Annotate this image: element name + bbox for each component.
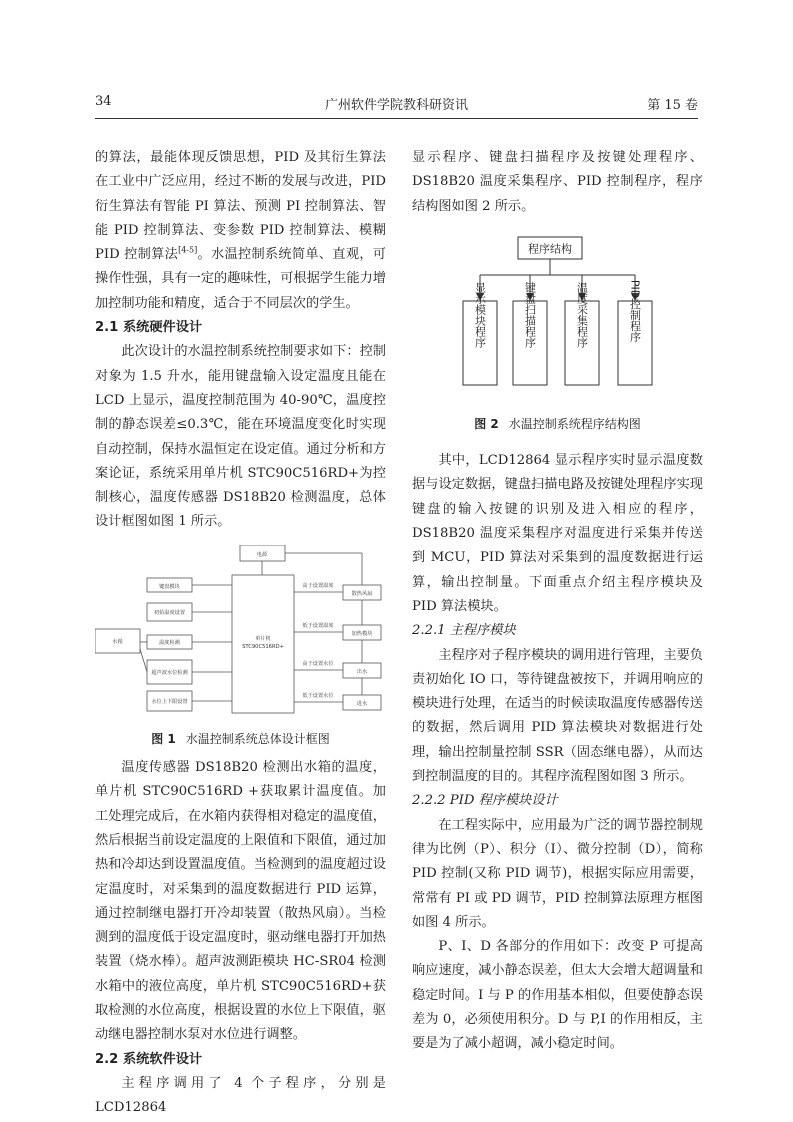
below-temp-label: 低于设置温度 <box>302 622 334 629</box>
paragraph: 主程序调用了 4 个子程序，分别是 LCD12864 <box>95 1075 386 1116</box>
tank-label: 水箱 <box>112 638 123 645</box>
figure-2-caption <box>412 415 703 433</box>
volume-label: 第 15 卷 <box>647 98 698 113</box>
journal-title: 广州软件学院教科研资讯 <box>324 98 468 113</box>
running-header <box>95 94 698 118</box>
keyboard-label: 键盘模块 <box>159 583 180 590</box>
below-level-label: 低于设置水位 <box>302 692 334 699</box>
init-label: 初始温度设置 <box>153 609 186 616</box>
temp-detect-label: 温度检测 <box>159 639 180 646</box>
mcu-model-label: STC90C516RD+ <box>242 643 284 650</box>
page-number: 34 <box>95 94 112 109</box>
figure-1 <box>95 545 386 748</box>
left-column <box>95 146 386 1121</box>
paragraph: 其中，LCD12864 显示程序实时显示温度数据与设定数据，键盘扫描电路及按键处理程序实现键盘的输入按键的识别及进入相应的程序，DS18B20 温度采集程序对温度进行采集并传送到 MCU，PID 算法对采集到的温度数据进行运算，输出控制量。下面重点介绍主程序模块及 PID 算法模块。 <box>412 453 703 614</box>
system-block-diagram <box>95 545 386 715</box>
figure-number: 图 1 <box>151 732 176 747</box>
display-module-label: 显示模块程序 <box>473 281 487 348</box>
citation-ref: [4-5] <box>178 245 198 255</box>
paragraph: 主程序对子程序模块的调用进行管理，主要负责初始化 IO 口，等待键盘被按下，并调用响应的模块进行处理，在适当的时候读取温度传感器传送的数据，然后调用 PID 算法模块对数据进行处理，输出控制量控制 SSR（固态继电器），从而达到控制温度的目的。其程序流程图如图 3 所示。 <box>412 647 703 785</box>
paragraph: P、I、D 各部分的作用如下：改变 P 可提高响应速度，减小静态误差，但太大会增大超调量和稳定时间。I 与 P 的作用基本相似，但要使静态误差为 0，必须使用积分。D 与 P,I 的作用相反，主要是为了减小超调，减小稳定时间。 <box>412 939 703 1052</box>
paragraph: 显示程序、键盘扫描程序及按键处理程序、DS18B20 温度采集程序、PID 控制程序，程序结构图如图 2 所示。 <box>412 150 703 214</box>
figure-number: 图 2 <box>474 417 499 432</box>
power-label: 电源 <box>256 551 268 558</box>
paragraph: 此次设计的水温控制系统控制要求如下：控制对象为 1.5 升水，能用键盘输入设定温度且能在 LCD 上显示，温度控制范围为 40-90℃，温度控制的静态误差≤0.3℃，能在环境温度变化时实现自动控制，保持水温恒定在设定值。通过分析和方案论证，系统采用单片机 STC90C516RD+为控制核心，温度传感器 DS18B20 检测温度，总体设计框图如图 1 所示。 <box>95 344 386 530</box>
root-label: 程序结构 <box>528 242 572 256</box>
program-structure-diagram <box>412 235 703 400</box>
keyboard-scan-label: 键盘扫描程序 <box>523 281 537 348</box>
paragraph: 温度传感器 DS18B20 检测出水箱的温度，单片机 STC90C516RD +获取累计温度值。加工处理完成后，在水箱内获得相对稳定的温度值，然后根据当前设定温度的上限值和下限值，通过加热和冷却达到设置温度值。当检测到的温度超过设定温度时，对采集到的温度数据进行 PID 运算，通过控制继电器打开冷却装置（散热风扇）。当检测到的温度低于设定温度时，驱动继电器打开加热装置（烧水棒）。超声波测距模块 HC-SR04 检测水箱中的液位高度，单片机 STC90C516RD+获取检测的水位高度，根据设置的水位上下限值，驱动继电器控制水泵对水位进行调整。 <box>95 760 386 1043</box>
paragraph: 在工程实际中，应用最为广泛的调节器控制规律为比例（P）、积分（I）、微分控制（D），简称 PID 控制(又称 PID 调节)，根据实际应用需要，常常有 PI 或 PD 调节，PID 控制算法原理方框图如图 4 所示。 <box>412 817 703 930</box>
paragraph-text: 的算法，最能体现反馈思想，PID 及其衍生算法在工业中广泛应用，经过不断的发展与改进，PID 衍生算法有智能 PI 算法、预测 PI 控制算法、智能 PID 控制算法、变参数 PID 控制算法、模糊 PID 控制算法 <box>95 150 386 263</box>
header-rule <box>95 118 698 119</box>
section-heading: 2.1 系统硬件设计 <box>95 320 203 336</box>
pid-control-label: PID控制程序 <box>628 279 642 343</box>
temp-collect-label: 温度采集程序 <box>575 281 589 348</box>
section-heading: 2.2 系统软件设计 <box>95 1051 203 1067</box>
paragraph-text: 。水温控制系统简单、直观，可操作性强，具有一定的趣味性，可根据学生能力增加控制功能和精度，适合于不同层次的学生。 <box>95 247 386 311</box>
figure-1-caption <box>95 730 386 748</box>
above-level-label: 高于设置水位 <box>302 660 334 667</box>
figure-caption-text: 水温控制系统程序结构图 <box>508 417 641 432</box>
arrowheads <box>476 293 639 301</box>
paragraph <box>95 146 386 316</box>
level-set-label: 水位上下限设置 <box>151 698 188 705</box>
right-column <box>412 146 703 1057</box>
subsection-heading: 2.2.2 PID 程序模块设计 <box>412 793 558 809</box>
mcu-label: 单片机 <box>255 635 271 642</box>
fan-label: 散热风扇 <box>351 590 373 597</box>
figure-caption-text: 水温控制系统总体设计框图 <box>185 732 330 747</box>
outlet-label: 出水 <box>356 668 368 675</box>
ultrasonic-label: 超声波水位检测 <box>151 669 188 676</box>
figure-2 <box>412 235 703 433</box>
subsection-heading: 2.2.1 主程序模块 <box>412 623 516 639</box>
above-temp-label: 高于设置温度 <box>302 582 334 589</box>
heater-label: 加热模块 <box>351 630 373 637</box>
inlet-label: 进水 <box>356 700 368 707</box>
